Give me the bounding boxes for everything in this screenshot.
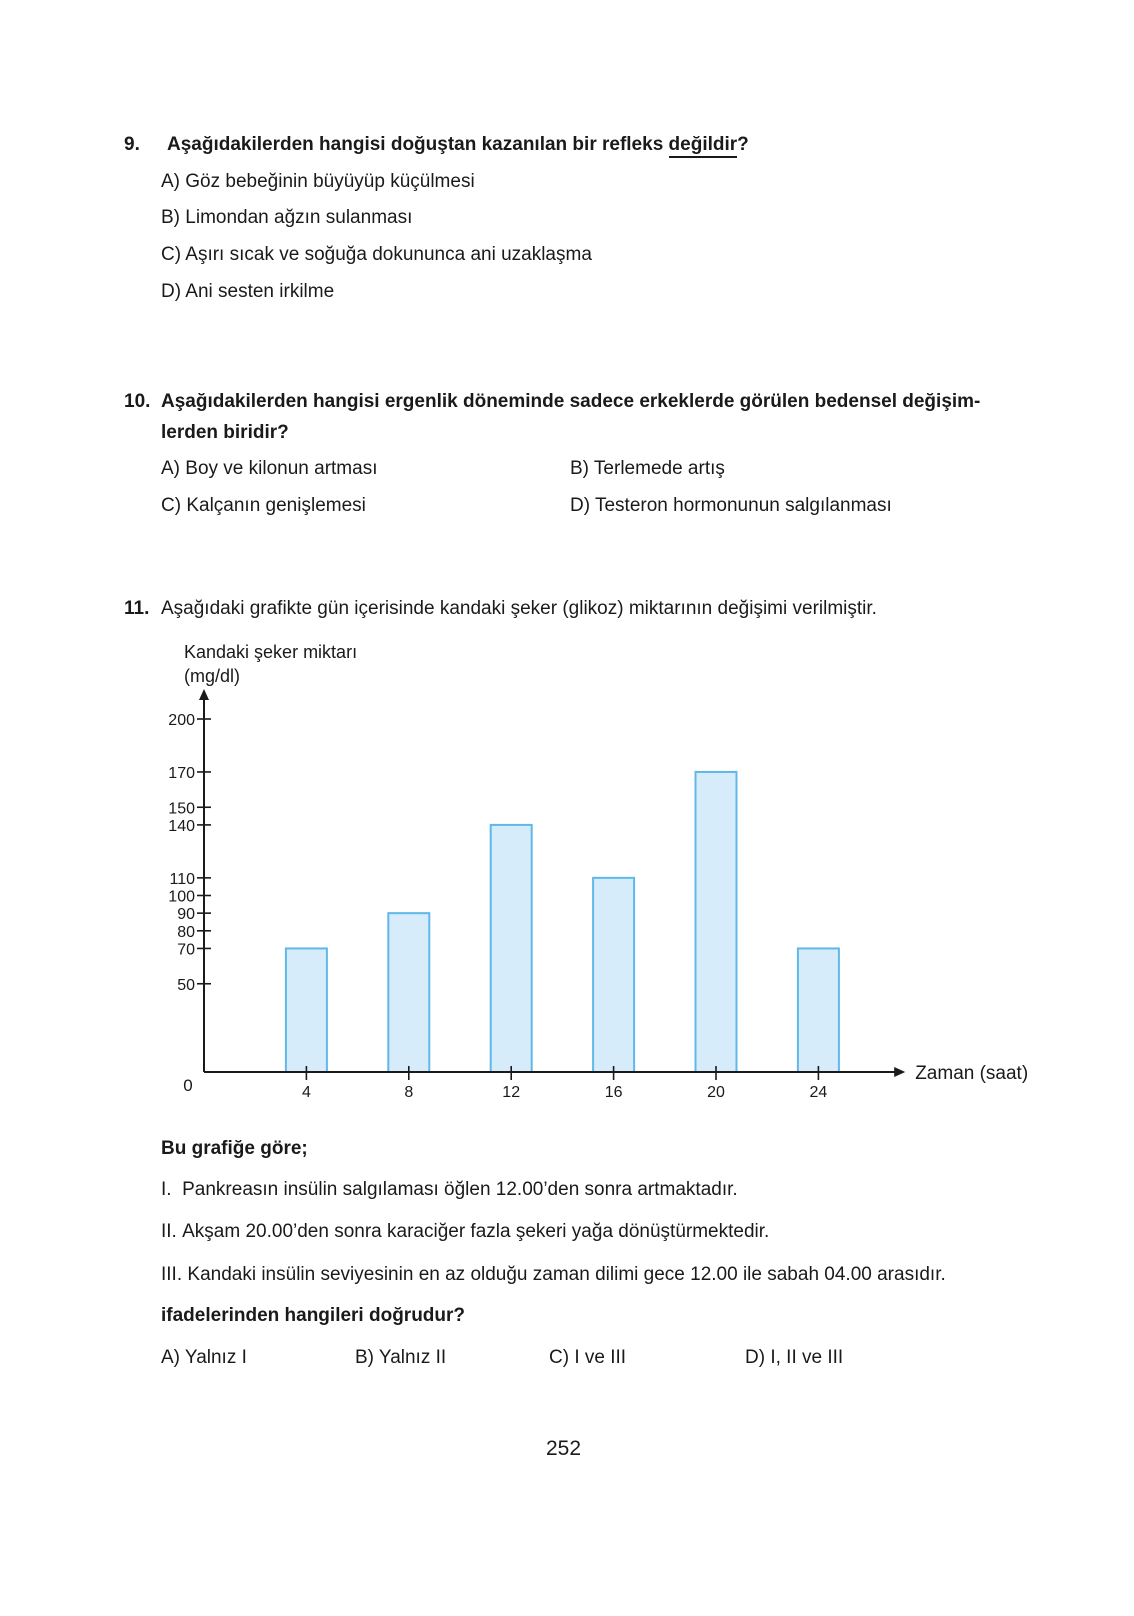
q11-option-d: D) I, II ve III [745,1347,844,1368]
q11-statement-3: III. Kandaki insülin seviyesinin en az olduğu zaman dilimi gece 12.00 ile sabah 04.00 arasıdır. [161,1264,946,1285]
y-tick-label-140: 140 [168,817,195,835]
page-number: 252 [546,1437,582,1460]
q11-question: Aşağıdaki grafikte gün içerisinde kandaki şeker (glikoz) miktarının değişimi verilmiştir. [161,598,877,619]
q9-question-underlined: değildir [669,134,738,158]
q9-question-pre: Aşağıdakilerden hangisi doğuştan kazanılan bir refleks [167,134,669,155]
blood-sugar-bar-chart [150,640,1050,1140]
y-tick-label-110: 110 [169,870,195,888]
bar-20 [696,772,737,1072]
q11-statement-1: I. Pankreasın insülin salgılaması öğlen 12.00’den sonra artmaktadır. [161,1179,738,1200]
y-axis-arrow-icon [199,689,209,700]
q9-option-b: B) Limondan ağzın sulanması [161,207,413,228]
bar-12 [491,825,532,1072]
q10-question-line2: lerden biridir? [161,422,289,443]
x-tick-label-4: 4 [301,1084,311,1101]
q10-option-c: C) Kalçanın genişlemesi [161,495,366,516]
q9-number: 9. [124,134,140,155]
q9-option-d: D) Ani sesten irkilme [161,281,335,302]
q10-option-a: A) Boy ve kilonun artması [161,458,378,479]
x-tick-label-16: 16 [604,1084,623,1101]
origin-label: 0 [183,1076,193,1095]
y-tick-label-50: 50 [177,976,195,994]
bar-8 [388,913,429,1072]
y-axis-label-line2: (mg/dl) [184,666,241,686]
bar-4 [286,948,327,1072]
y-tick-label-70: 70 [177,941,195,959]
q11-number: 11. [124,598,150,619]
q11-option-b: B) Yalnız II [355,1347,447,1368]
y-axis-label-line1: Kandaki şeker miktarı [184,642,358,662]
q10-question-line1: Aşağıdakilerden hangisi ergenlik döneminde sadece erkeklerde görülen bedensel değişim- [161,391,981,412]
q10-option-b: B) Terlemede artış [570,458,725,479]
bar-24 [798,948,839,1072]
y-tick-label-80: 80 [177,923,195,941]
x-tick-label-12: 12 [502,1084,521,1101]
y-tick-label-100: 100 [168,888,195,906]
q11-statement-2: II. Akşam 20.00’den sonra karaciğer fazla şekeri yağa dönüştürmektedir. [161,1221,770,1242]
q9-question [167,134,749,156]
q10-number: 10. [124,391,151,412]
bar-16 [593,878,634,1072]
q9-option-a: A) Göz bebeğinin büyüyüp küçülmesi [161,171,475,192]
q11-closing: ifadelerinden hangileri doğrudur? [161,1305,466,1326]
q9-option-c: C) Aşırı sıcak ve soğuğa dokununca ani uzaklaşma [161,244,592,265]
x-tick-label-24: 24 [809,1084,828,1101]
x-tick-label-20: 20 [707,1084,725,1101]
x-axis-label: Zaman (saat) [915,1063,1029,1084]
q11-intro: Bu grafiğe göre; [161,1138,308,1159]
x-tick-label-8: 8 [404,1084,414,1101]
y-tick-label-170: 170 [168,764,195,782]
y-tick-label-200: 200 [168,712,195,729]
q9-question-post: ? [737,134,749,155]
y-tick-label-150: 150 [168,800,195,818]
q11-option-c: C) I ve III [549,1347,627,1368]
q11-option-a: A) Yalnız I [161,1347,247,1368]
x-axis-arrow-icon [894,1067,905,1077]
q10-option-d: D) Testeron hormonunun salgılanması [570,495,892,516]
y-tick-label-90: 90 [177,906,195,924]
